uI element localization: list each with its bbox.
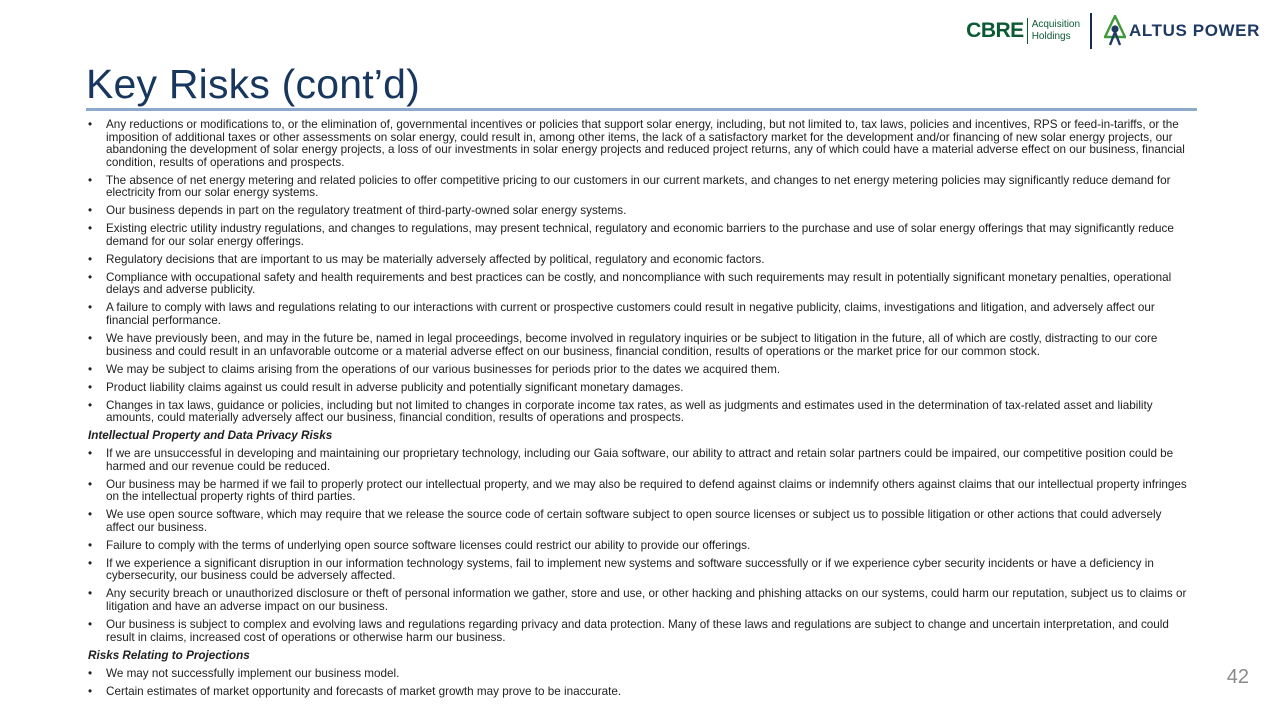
list-item: • Any security breach or unauthorized disclosure or theft of personal information we gather, store and use, or other hacking and phishing attacks on our systems, could harm our reputation, subject us to claims or litigation and have an adverse impact on our business. [88, 588, 1188, 613]
risk-content [88, 119, 1188, 704]
list-item: • Our business is subject to complex and evolving laws and regulations regarding privacy and data protection. Many of these laws and regulations are subject to change and uncertain interpretation, and could result in claims, increased cost of operations or otherwise harm our business. [88, 619, 1188, 644]
regulatory-risks-list [88, 119, 1188, 425]
page-title: Key Risks (cont’d) [86, 61, 420, 107]
list-item: • Existing electric utility industry regulations, and changes to regulations, may present technical, regulatory and economic barriers to the purchase and use of solar energy offerings that may significantly reduce demand for our solar energy offerings. [88, 223, 1188, 248]
cbre-logo-line1: Acquisition [1031, 19, 1081, 30]
list-item: • Any reductions or modifications to, or the elimination of, governmental incentives or policies that support solar energy, including, but not limited to, tax laws, policies and incentives, RPS or feed-in-tariffs, or the imposition of additional taxes or other assessments on solar energy, could result in, among other items, the lack of a satisfactory market for the development and/or financing of new solar energy projects, our abandoning the development of solar energy projects, a loss of our investments in solar energy projects and reduced project returns, any of which could have a material adverse effect on our business, financial condition, results of operations and prospects. [88, 119, 1188, 169]
cbre-logo-separator [1027, 18, 1028, 44]
list-item: • Our business may be harmed if we fail to properly protect our intellectual property, and we may also be required to defend against claims or indemnify others against claims that our intellectual property infringes on the intellectual property rights of third parties. [88, 479, 1188, 504]
list-item: • A failure to comply with laws and regulations relating to our interactions with current or prospective customers could result in negative publicity, claims, investigations and litigation, and adversely affect our financial performance. [88, 302, 1188, 327]
altus-power-logo: ALTUS POWER [1129, 21, 1260, 40]
header-logos [966, 13, 1260, 49]
list-item: • If we are unsuccessful in developing and maintaining our proprietary technology, including our Gaia software, our ability to attract and retain solar partners could be impaired, our competitive position could be harmed and our revenue could be reduced. [88, 448, 1188, 473]
list-item: • Product liability claims against us could result in adverse publicity and potentially significant monetary damages. [88, 382, 1188, 395]
list-item: • Regulatory decisions that are important to us may be materially adversely affected by political, regulatory and economic factors. [88, 254, 1188, 267]
title-rule [86, 108, 1197, 111]
list-item: • Changes in tax laws, guidance or policies, including but not limited to changes in corporate income tax rates, as well as judgments and estimates used in the determination of tax-related asset and liability amounts, could materially adversely affect our business, financial condition, results of operations and prospects. [88, 400, 1188, 425]
list-item: • If we experience a significant disruption in our information technology systems, fail to implement new systems and software successfully or if we experience cyber security incidents or have a deficiency in cybersecurity, our business could be adversely affected. [88, 558, 1188, 583]
list-item: • We may not successfully implement our business model. [88, 668, 1188, 681]
list-item: • Our business depends in part on the regulatory treatment of third-party-owned solar energy systems. [88, 205, 1188, 218]
projections-risks-list [88, 668, 1188, 699]
cbre-logo: CBRE [966, 19, 1024, 42]
logo-divider [1090, 13, 1092, 49]
list-item: • Compliance with occupational safety and health requirements and best practices can be costly, and noncompliance with such requirements may result in potentially significant monetary penalties, operational delays and adverse publicity. [88, 272, 1188, 297]
list-item: • Failure to comply with the terms of underlying open source software licenses could restrict our ability to provide our offerings. [88, 540, 1188, 553]
cbre-logo-line2: Holdings [1031, 31, 1071, 42]
list-item: • We may be subject to claims arising from the operations of our various businesses for periods prior to the dates we acquired them. [88, 364, 1188, 377]
list-item: • We have previously been, and may in the future be, named in legal proceedings, become involved in regulatory inquiries or be subject to litigation in the future, all of which are costly, distracting to our core business and could result in an unfavorable outcome or a material adverse effect on our business, financial condition, results of operations or the market price for our common stock. [88, 333, 1188, 358]
page-number: 42 [1226, 666, 1249, 688]
section-heading-ip-privacy: Intellectual Property and Data Privacy Risks [88, 429, 333, 443]
list-item: • Certain estimates of market opportunity and forecasts of market growth may prove to be inaccurate. [88, 686, 1188, 699]
list-item: • The absence of net energy metering and related policies to offer competitive pricing to our customers in our current markets, and changes to net energy metering policies may significantly reduce demand for electricity from our solar energy systems. [88, 175, 1188, 200]
list-item: • We use open source software, which may require that we release the source code of certain software subject to open source licenses or subject us to possible litigation or other actions that could adversely affect our business. [88, 509, 1188, 534]
altus-power-mark-icon [1104, 15, 1126, 47]
section-heading-projections: Risks Relating to Projections [88, 648, 250, 662]
ip-privacy-risks-list [88, 448, 1188, 644]
cbre-logo-subtitle [1032, 19, 1080, 43]
